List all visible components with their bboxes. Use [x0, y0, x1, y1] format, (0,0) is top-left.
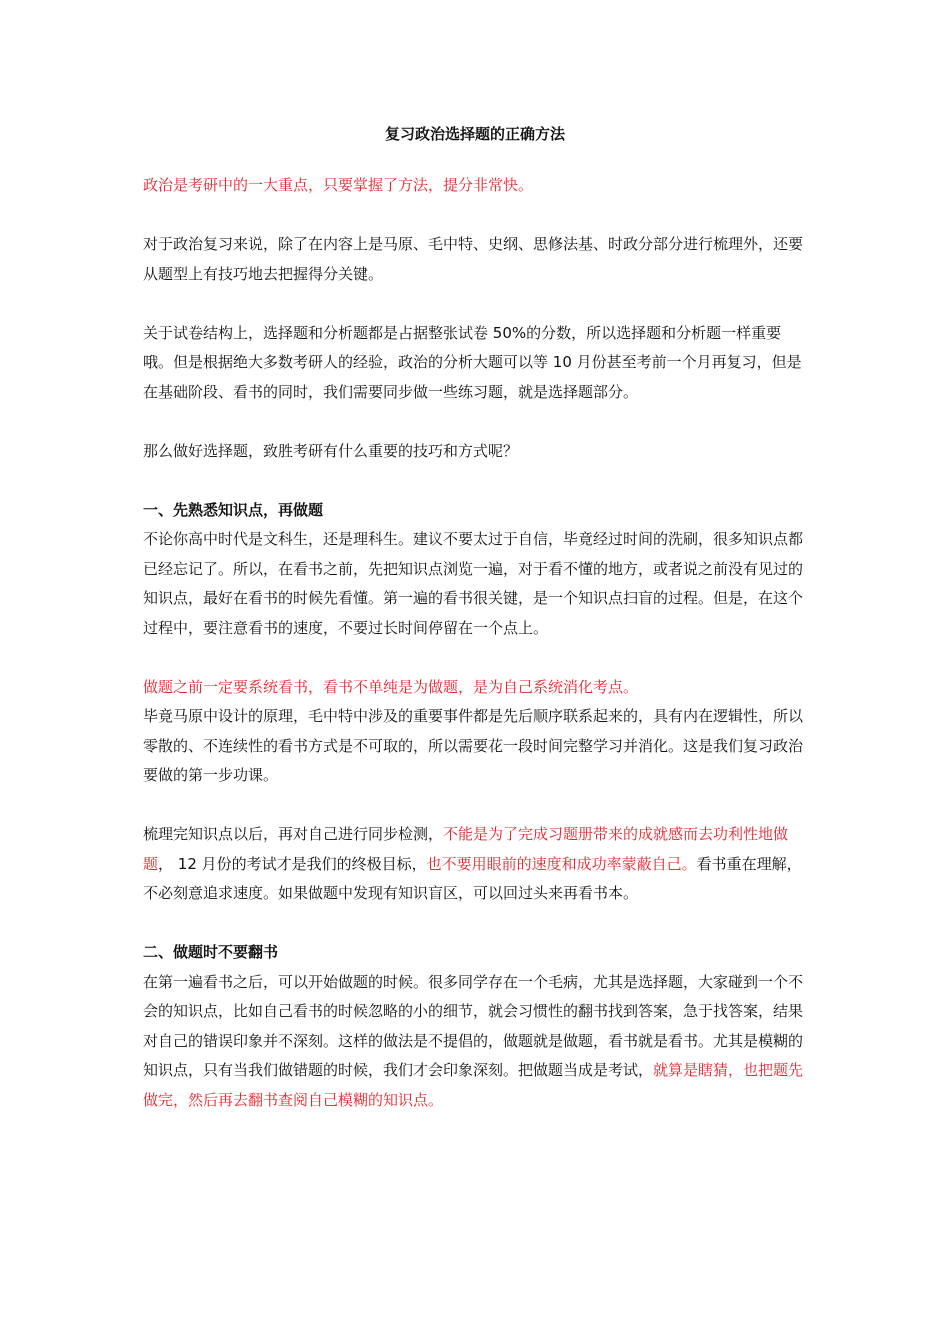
paragraph-1: 对于政治复习来说，除了在内容上是马原、毛中特、史纲、思修法基、时政分部分进行梳理外，还要从题型上有技巧地去把握得分关键。: [143, 235, 804, 283]
section-2-heading: 二、做题时不要翻书: [143, 943, 279, 961]
section-1-body-2: 毕竟马原中设计的原理，毛中特中涉及的重要事件都是先后顺序联系起来的，具有内在逻辑性，所以零散的、不连续性的看书方式是不可取的，所以需要花一段时间完整学习并消化。这是我们复习政治要做的第一步功课。: [143, 707, 804, 784]
section-1-body: 不论你高中时代是文科生，还是理科生。建议不要太过于自信，毕竟经过时间的洗刷，很多知识点都已经忘记了。所以，在看书之前，先把知识点浏览一遍，对于看不懂的地方，或者说之前没有见过的知识点，最好在看书的时候先看懂。第一遍的看书很关键，是一个知识点扫盲的过程。但是，在这个过程中，要注意看书的速度，不要过长时间停留在一个点上。: [143, 530, 804, 637]
body-3-highlight-b: 不能是为了完成习题册带来的成就感而去功利性地做题: [143, 825, 789, 873]
body-3-part-e: 看书重在理解，不必刻意追求速度。如果做题中发现有知识盲区，可以回过头来再看书本。: [143, 854, 802, 902]
section-1-heading: 一、先熟悉知识点，再做题: [143, 500, 324, 519]
document-page: [143, 118, 807, 1115]
paragraph-3: 那么做好选择题，致胜考研有什么重要的技巧和方式呢？: [143, 441, 519, 460]
spacer: [143, 791, 807, 821]
spacer: [143, 643, 807, 673]
section-2-part-a: 在第一遍看书之后，可以开始做题的时候。很多同学存在一个毛病，尤其是选择题，大家碰到一个不会的知识点，比如自己看书的时候忽略的小的细节，就会习惯性的翻书找到答案，急于找答案，结果对自己的错误印象并不深刻。这样的做法是不提倡的，做题就是做题，看书就是看书。尤其是模糊的知识点，只有当我们做错题的时候，我们才会印象深刻。把做题当成是考试，: [143, 972, 804, 1079]
body-3-part-a: 梳理完知识点以后，再对自己进行同步检测，: [143, 825, 444, 843]
spacer: [143, 289, 807, 319]
paragraph-2: 关于试卷结构上，选择题和分析题都是占据整张试卷 50%的分数，所以选择题和分析题一样重要哦。但是根据绝大多数考研人的经验，政治的分析大题可以等 10 月份甚至考前一个月再复习，但是在基础阶段、看书的同时，我们需要同步做一些练习题，就是选择题部分。: [143, 323, 802, 401]
spacer: [143, 909, 807, 939]
body-3-highlight-d: 也不要用眼前的速度和成功率蒙蔽自己。: [426, 854, 697, 873]
section-1-body-3: [143, 820, 807, 909]
body-3-part-c: ， 12 月份的考试才是我们的终极目标，: [158, 854, 427, 873]
section-2-highlight: 就算是瞎猜，也把题先做完，然后再去翻书查阅自己模糊的知识点。: [143, 1061, 804, 1109]
intro-highlight: 政治是考研中的一大重点，只要掌握了方法，提分非常快。: [143, 176, 534, 194]
document-title: 复习政治选择题的正确方法: [384, 125, 565, 143]
spacer: [143, 407, 807, 437]
spacer: [143, 466, 807, 496]
section-2-body: [143, 968, 807, 1116]
section-1-highlight: 做题之前一定要系统看书，看书不单纯是为做题，是为自己系统消化考点。: [143, 677, 639, 696]
spacer: [143, 201, 807, 231]
